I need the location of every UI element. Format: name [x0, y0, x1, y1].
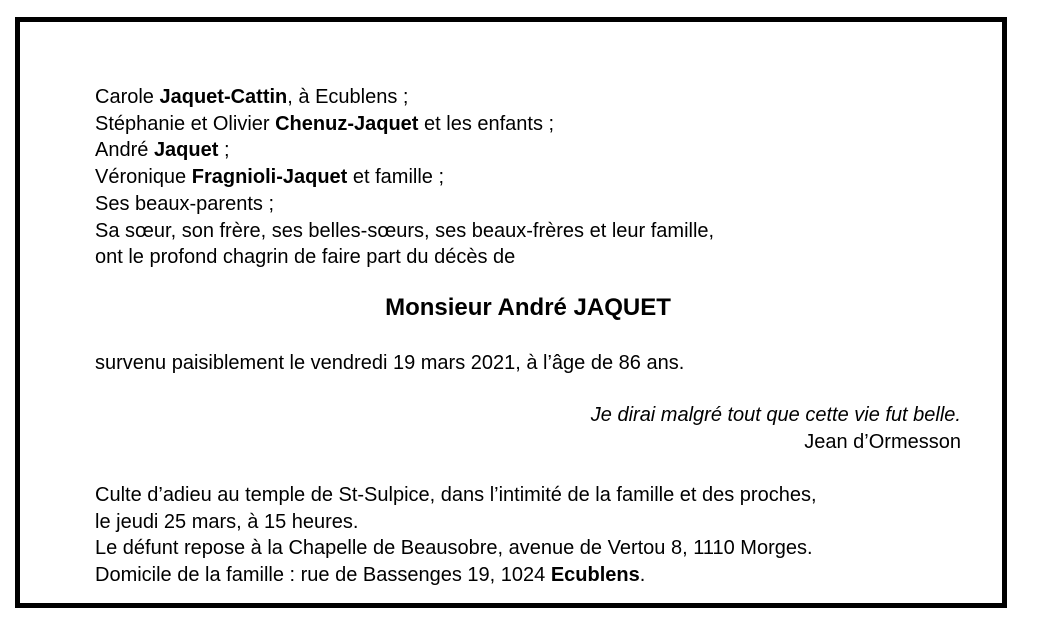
death-date-line: survenu paisiblement le vendredi 19 mars 2021, à l’âge de 86 ans.	[95, 352, 685, 374]
family-line-text: Véronique	[95, 166, 192, 189]
quote-block	[591, 402, 961, 455]
ceremony-line	[95, 562, 817, 589]
family-line-surname: Chenuz-Jaquet	[275, 112, 419, 135]
notice-frame	[15, 17, 1007, 608]
ceremony-line-text: Domicile de la famille : rue de Bassenges 19, 1024	[95, 564, 551, 587]
ceremony-line	[95, 482, 817, 509]
family-line-text: Ses beaux-parents ;	[95, 192, 274, 215]
deceased-name: Monsieur André JAQUET	[385, 294, 671, 321]
family-line	[95, 164, 961, 191]
family-line	[95, 111, 961, 138]
announcement-line	[95, 244, 961, 271]
family-line-suffix: ;	[218, 139, 230, 162]
ceremony-line-suffix: .	[639, 564, 646, 587]
family-line-text: Sa sœur, son frère, ses belles-sœurs, ses beaux-frères et leur famille,	[95, 219, 715, 242]
family-line	[95, 218, 961, 245]
family-line-text: André	[95, 139, 154, 162]
family-line-suffix: et les enfants ;	[418, 112, 555, 135]
quote-text: Je dirai malgré tout que cette vie fut belle.	[590, 404, 961, 426]
family-line	[95, 84, 961, 111]
quote-author: Jean d’Ormesson	[804, 430, 961, 453]
family-line-surname: Jaquet	[153, 139, 219, 162]
ceremony-line-text: le jeudi 25 mars, à 15 heures.	[95, 510, 359, 533]
family-line-surname: Fragnioli-Jaquet	[191, 166, 348, 189]
ceremony-line	[95, 535, 817, 562]
family-line-suffix: , à Ecublens ;	[287, 86, 409, 108]
ceremony-line-text: Culte d’adieu au temple de St-Sulpice, dans l’intimité de la famille et des proches,	[95, 484, 817, 506]
ceremony-line-text: Le défunt repose à la Chapelle de Beausobre, avenue de Vertou 8, 1110 Morges.	[95, 537, 813, 560]
ceremony-line	[95, 509, 817, 536]
family-line-suffix: et famille ;	[347, 166, 445, 189]
ceremony-line-town: Ecublens	[550, 564, 640, 587]
family-line-surname: Jaquet-Cattin	[159, 86, 288, 108]
family-line-text: Carole	[95, 86, 160, 108]
family-line	[95, 191, 961, 218]
family-line	[95, 137, 961, 164]
family-list	[95, 84, 961, 271]
announcement-text: ont le profond chagrin de faire part du décès de	[95, 246, 516, 269]
ceremony-info	[95, 482, 817, 589]
family-line-text: Stéphanie et Olivier	[95, 112, 276, 135]
notice-content	[95, 84, 961, 587]
